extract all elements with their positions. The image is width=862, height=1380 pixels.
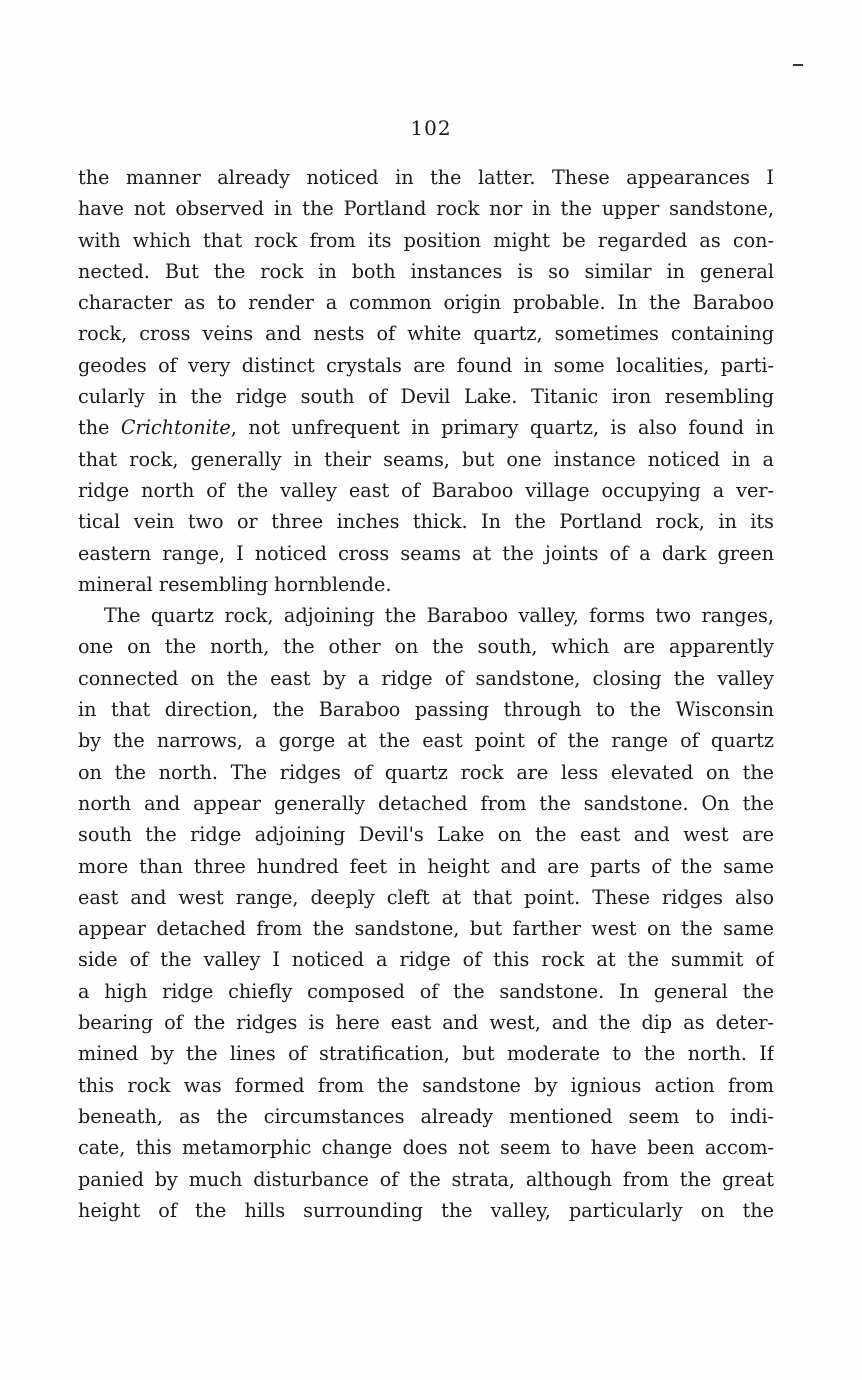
text-line: that rock, generally in their seams, but one instance noticed in a [78,447,774,471]
text-line-segment: , not unfrequent in primary quartz, is also found in [230,416,774,440]
text-line: height of the hills surrounding the valley, particularly on the [78,1198,774,1222]
edge-mark [793,64,803,66]
text-line: appear detached from the sandstone, but farther west on the same [78,917,774,941]
text-line: more than three hundred feet in height and are parts of the same [78,854,774,878]
text-line: in that direction, the Baraboo passing through to the Wisconsin [78,698,774,722]
body-text [78,162,774,1226]
text-line: panied by much disturbance of the strata, although from the great [78,1167,774,1191]
text-line: ridge north of the valley east of Baraboo village occupying a ver- [78,478,774,502]
text-line: tical vein two or three inches thick. In the Portland rock, in its [78,510,774,534]
text-line: east and west range, deeply cleft at that point. These ridges also [78,885,774,909]
text-line: with which that rock from its position might be regarded as con- [78,228,774,252]
text-line: by the narrows, a gorge at the east point of the range of quartz [78,729,774,753]
text-line: geodes of very distinct crystals are found in some localities, parti- [78,353,774,377]
text-line-segment: the [78,416,121,440]
text-line [78,412,774,443]
text-line: connected on the east by a ridge of sandstone, closing the valley [78,666,774,690]
page-number: 102 [410,116,452,140]
text-line: rock, cross veins and nests of white quartz, sometimes containing [78,322,774,346]
text-line: this rock was formed from the sandstone by ignious action from [78,1073,774,1097]
text-line: a high ridge chiefly composed of the sandstone. In general the [78,979,774,1003]
text-line: one on the north, the other on the south, which are apparently [78,635,774,659]
text-line: character as to render a common origin probable. In the Baraboo [78,291,774,315]
italic-term: Crichtonite [120,416,231,440]
text-line: beneath, as the circumstances already mentioned seem to indi- [78,1104,774,1128]
text-line: on the north. The ridges of quartz rock are less elevated on the [78,760,774,784]
text-line: cularly in the ridge south of Devil Lake. Titanic iron resembling [78,385,774,409]
text-line: nected. But the rock in both instances is so similar in general [78,259,774,283]
text-line: mined by the lines of stratification, but moderate to the north. If [78,1042,774,1066]
text-line: side of the valley I noticed a ridge of this rock at the summit of [78,948,774,972]
text-line: north and appear generally detached from the sandstone. On the [78,791,774,815]
text-line: mineral resembling hornblende. [78,572,392,596]
text-line: south the ridge adjoining Devil's Lake on the east and west are [78,823,774,847]
text-line: the manner already noticed in the latter. These appearances I [78,166,774,189]
text-line: bearing of the ridges is here east and west, and the dip as deter- [78,1011,774,1035]
text-line: eastern range, I noticed cross seams at the joints of a dark green [78,541,774,565]
text-line: have not observed in the Portland rock nor in the upper sandstone, [78,197,774,221]
text-line: The quartz rock, adjoining the Baraboo valley, forms two ranges, [104,604,774,628]
text-line: cate, this metamorphic change does not seem to have been accom- [78,1136,774,1160]
